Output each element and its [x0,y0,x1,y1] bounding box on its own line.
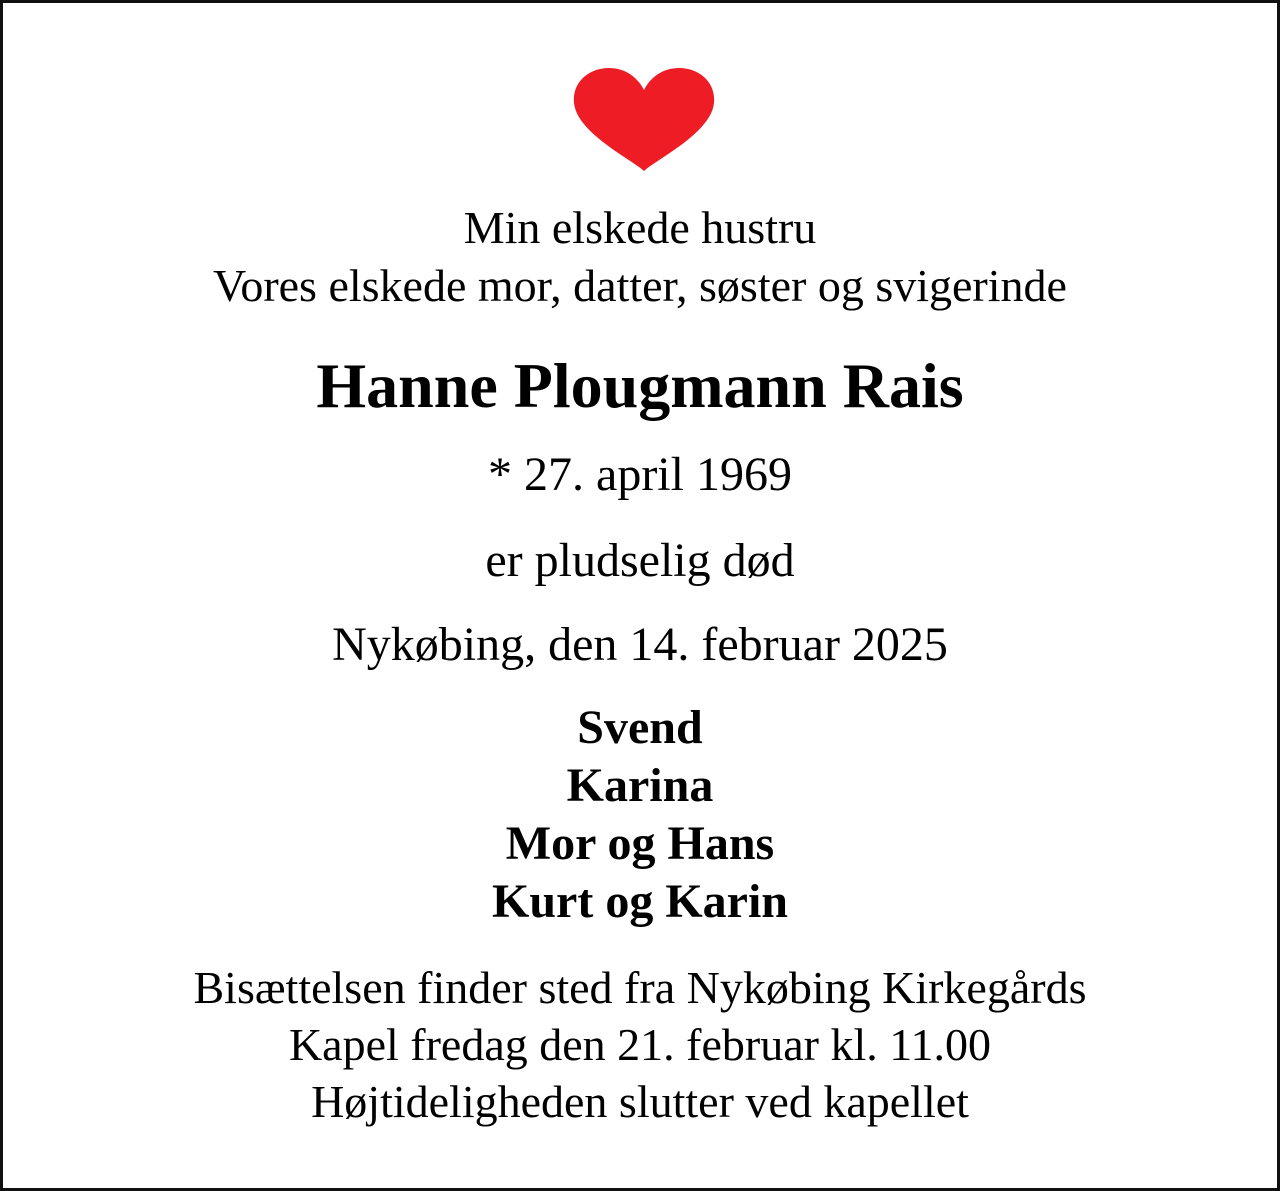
heart-shape [574,68,714,171]
heart-icon [571,65,717,173]
family-member-4: Kurt og Karin [492,875,788,928]
death-statement: er pludselig død [485,534,795,587]
funeral-line-2: Kapel fredag den 21. februar kl. 11.00 [288,1019,992,1070]
family-member-2: Karina [566,759,714,812]
funeral-line-3: Højtideligheden slutter ved kapellet [311,1076,969,1127]
funeral-line-1: Bisættelsen finder sted fra Nykøbing Kirkegårds [193,962,1087,1013]
place-and-date: Nykøbing, den 14. februar 2025 [332,618,948,671]
deceased-name: Hanne Plougmann Rais [316,350,964,421]
family-member-3: Mor og Hans [505,817,775,870]
family-member-1: Svend [577,701,703,754]
birth-date: * 27. april 1969 [488,448,792,501]
intro-line-2: Vores elskede mor, datter, søster og svigerinde [213,260,1067,311]
intro-line-1: Min elskede hustru [463,202,817,253]
